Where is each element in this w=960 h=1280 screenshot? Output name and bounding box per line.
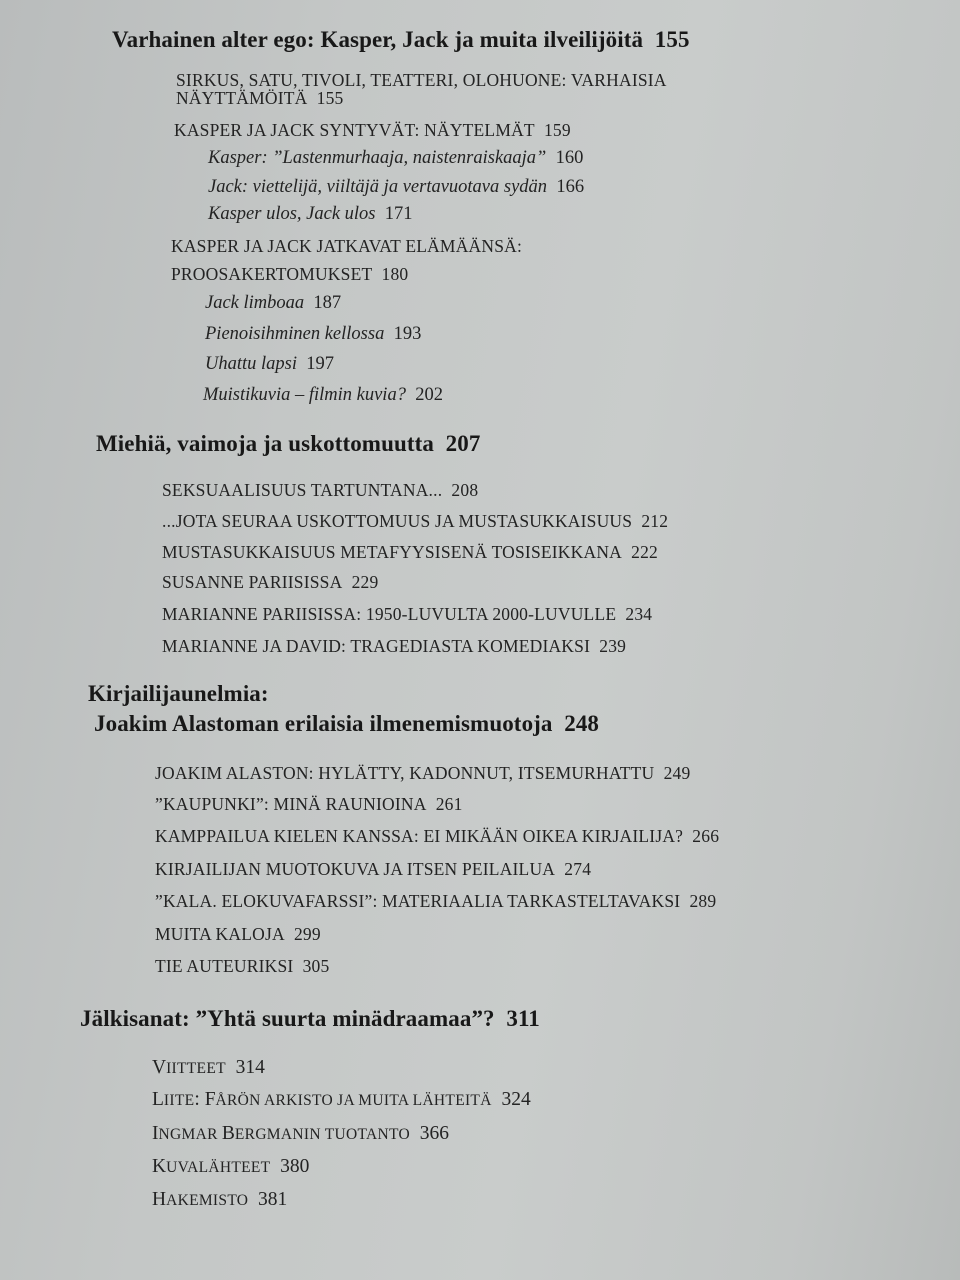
entry-title: JOAKIM ALASTON: HYLÄTTY, KADONNUT, ITSEMURHATTU — [155, 763, 655, 783]
page-number: 166 — [556, 177, 585, 197]
back-matter-entry — [152, 1058, 265, 1078]
entry-title: ”KAUPUNKI”: MINÄ RAUNIOINA — [155, 794, 427, 814]
toc-entry — [155, 828, 719, 846]
entry-title: NGMAR — [158, 1126, 222, 1143]
toc-subentry — [208, 205, 413, 224]
entry-initial: F — [204, 1089, 216, 1110]
page-number: 314 — [235, 1057, 265, 1078]
entry-title: KIRJAILIJAN MUOTOKUVA JA ITSEN PEILAILUA — [155, 859, 556, 879]
entry-title: MARIANNE PARIISISSA: 1950-LUVULTA 2000-LUVULLE — [162, 604, 617, 624]
toc-entry — [162, 606, 652, 624]
toc-entry — [162, 574, 378, 592]
entry-initial: K — [152, 1156, 167, 1177]
toc-entry — [174, 122, 571, 140]
entry-title: SUSANNE PARIISISSA — [162, 572, 343, 592]
section-title: Miehiä, vaimoja ja uskottomuutta — [96, 431, 434, 456]
entry-title: Muistikuvia – filmin kuvia? — [203, 385, 406, 405]
page-number: 248 — [564, 711, 600, 736]
page-number: 311 — [506, 1006, 540, 1031]
entry-title: MUSTASUKKAISUUS METAFYYSISENÄ TOSISEIKKANA — [162, 542, 622, 562]
page-number: 274 — [564, 859, 592, 879]
section-heading — [94, 712, 599, 735]
entry-title: NÄYTTÄMÖITÄ — [176, 88, 308, 108]
section-heading — [80, 1007, 540, 1030]
toc-entry — [162, 482, 478, 500]
page-number: 366 — [419, 1123, 449, 1144]
toc-entry — [162, 544, 658, 562]
entry-title: KASPER JA JACK SYNTYVÄT: NÄYTELMÄT — [174, 120, 535, 140]
toc-entry — [171, 238, 522, 256]
toc-entry — [155, 926, 321, 944]
entry-title: ...JOTA SEURAA USKOTTOMUUS JA MUSTASUKKAISUUS — [162, 511, 633, 531]
page-number: 187 — [313, 293, 342, 313]
section-title: Varhainen alter ego: Kasper, Jack ja muita ilveilijöitä — [112, 27, 644, 52]
entry-title: IITE — [163, 1092, 195, 1109]
page-number: 208 — [451, 480, 479, 500]
page-number: 324 — [501, 1089, 531, 1110]
section-title: Joakim Alastoman erilaisia ilmenemismuotoja — [94, 711, 553, 736]
entry-initial: L — [152, 1089, 164, 1110]
entry-separator: : — [194, 1089, 205, 1110]
entry-title: ÅRÖN ARKISTO JA MUITA LÄHTEITÄ — [215, 1092, 492, 1109]
back-matter-entry — [152, 1124, 449, 1144]
toc-subentry — [205, 325, 421, 344]
page-number: 305 — [302, 956, 330, 976]
toc-subentry — [205, 355, 334, 374]
toc-entry — [171, 266, 408, 284]
entry-title: SIRKUS, SATU, TIVOLI, TEATTERI, OLOHUONE: VARHAISIA — [176, 70, 667, 90]
page-number: 266 — [692, 826, 720, 846]
entry-title: Jack limboaa — [205, 293, 305, 313]
entry-initial: V — [152, 1057, 167, 1078]
entry-title: SEKSUAALISUUS TARTUNTANA... — [162, 480, 443, 500]
section-heading — [112, 28, 690, 51]
back-matter-entry — [152, 1157, 309, 1177]
page-number: 193 — [393, 324, 422, 344]
back-matter-entry — [152, 1190, 287, 1210]
toc-entry — [176, 90, 344, 108]
page-number: 160 — [555, 148, 584, 168]
entry-title: Uhattu lapsi — [205, 354, 297, 374]
section-title: Jälkisanat: ”Yhtä suurta minädraamaa”? — [80, 1006, 495, 1031]
page-number: 207 — [445, 431, 481, 456]
toc-subentry — [205, 294, 341, 313]
page-number: 249 — [663, 763, 691, 783]
toc-entry — [162, 513, 668, 531]
page-number: 212 — [641, 511, 669, 531]
page-number: 234 — [625, 604, 653, 624]
page-number: 155 — [316, 88, 344, 108]
page-number: 299 — [293, 924, 321, 944]
page-number: 380 — [280, 1156, 310, 1177]
section-heading — [96, 432, 480, 455]
toc-subentry — [203, 386, 443, 405]
page-number: 239 — [599, 636, 627, 656]
page-number: 171 — [384, 204, 413, 224]
toc-subentry — [208, 149, 583, 168]
page-number: 197 — [306, 354, 334, 374]
entry-initial: B — [221, 1123, 235, 1144]
entry-title: KAMPPAILUA KIELEN KANSSA: EI MIKÄÄN OIKEA KIRJAILIJA? — [155, 826, 684, 846]
toc-subentry — [208, 178, 584, 197]
entry-title: MUITA KALOJA — [155, 924, 285, 944]
toc-entry — [155, 861, 591, 879]
entry-title: Jack: viettelijä, viiltäjä ja vertavuotava sydän — [208, 177, 548, 197]
page-number: 180 — [381, 264, 409, 284]
page-number: 261 — [435, 794, 463, 814]
page-number: 202 — [415, 385, 443, 405]
entry-title: Kasper: ”Lastenmurhaaja, naistenraiskaaja” — [208, 148, 547, 168]
page-number: 222 — [631, 542, 659, 562]
entry-title: ERGMANIN TUOTANTO — [234, 1126, 410, 1143]
entry-title: Pienoisihminen kellossa — [205, 324, 385, 344]
entry-initial: H — [152, 1189, 167, 1210]
toc-entry — [155, 893, 716, 911]
entry-title: PROOSAKERTOMUKSET — [171, 264, 373, 284]
entry-initial: I — [152, 1123, 159, 1144]
section-heading — [88, 682, 269, 705]
entry-title: ”KALA. ELOKUVAFARSSI”: MATERIAALIA TARKASTELTAVAKSI — [155, 891, 681, 911]
section-title: Kirjailijaunelmia: — [88, 681, 269, 706]
page-number: 229 — [351, 572, 379, 592]
toc-entry — [162, 638, 626, 656]
entry-title: TIE AUTEURIKSI — [155, 956, 294, 976]
page-number: 381 — [258, 1189, 288, 1210]
toc-entry — [155, 765, 690, 783]
toc-entry — [176, 72, 667, 90]
entry-title: IITTEET — [166, 1060, 226, 1077]
entry-title: Kasper ulos, Jack ulos — [208, 204, 376, 224]
back-matter-entry — [152, 1090, 531, 1110]
page-number: 289 — [689, 891, 717, 911]
page-number: 159 — [543, 120, 571, 140]
entry-title: UVALÄHTEET — [166, 1159, 271, 1176]
page-number: 155 — [654, 27, 690, 52]
toc-entry — [155, 796, 463, 814]
entry-title: AKEMISTO — [166, 1192, 249, 1209]
entry-title: KASPER JA JACK JATKAVAT ELÄMÄÄNSÄ: — [171, 236, 523, 256]
entry-title: MARIANNE JA DAVID: TRAGEDIASTA KOMEDIAKSI — [162, 636, 591, 656]
toc-entry — [155, 958, 329, 976]
